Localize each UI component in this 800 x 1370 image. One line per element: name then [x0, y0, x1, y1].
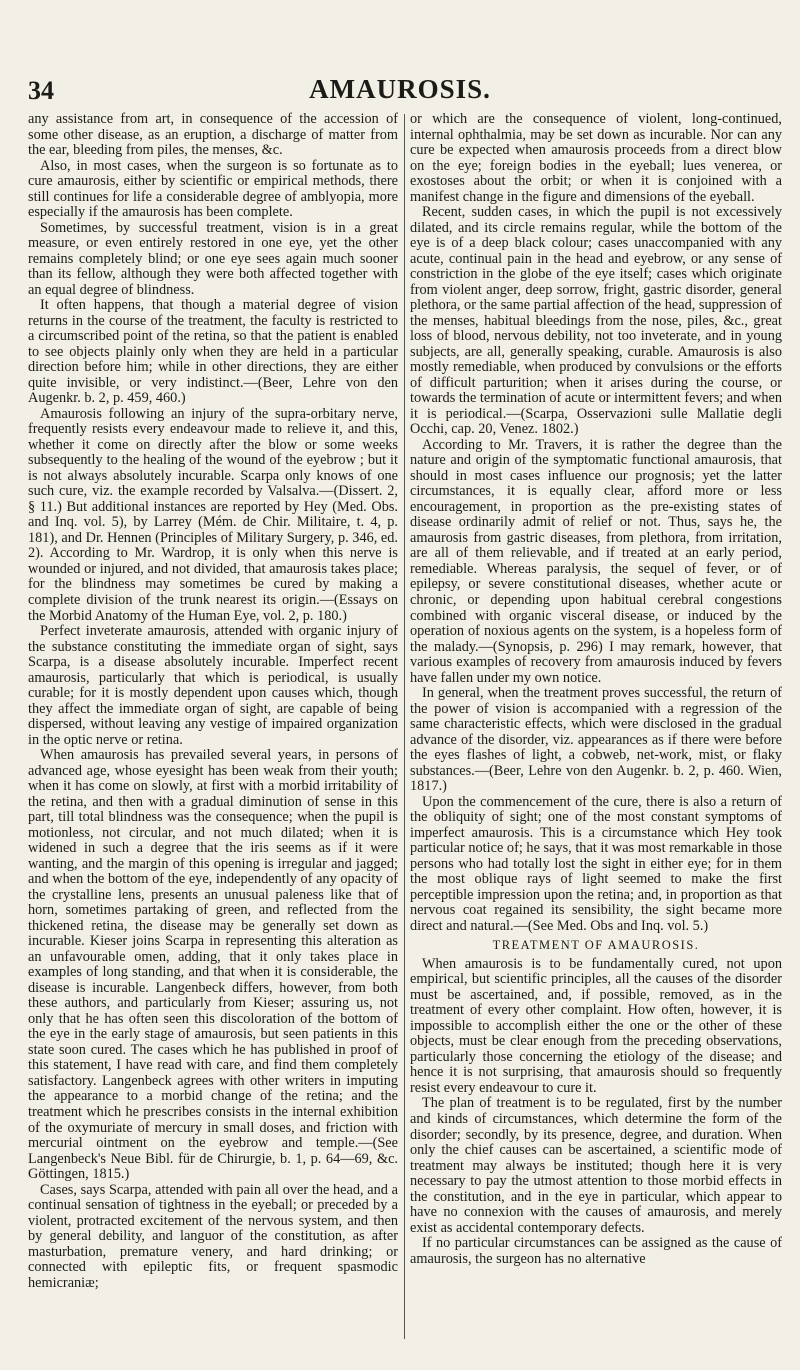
page-header	[0, 74, 800, 108]
page-number: 34	[28, 76, 54, 105]
paragraph: Amaurosis following an injury of the supra-orbitary nerve, frequently resists every endeavour made to relieve it, and this, whether it come on directly after the blow or some weeks subsequently to the healing of the wound of the eyebrow ; but it is not always absolutely incurable. Scarpa only knows of one such cure, viz. the example recorded by Valsalva.—(Dissert. 2, § 11.) But additional instances are reported by Hey (Med. Obs. and Inq. vol. 5), by Larrey (Mém. de Chir. Militaire, t. 4, p. 181), and Dr. Hennen (Principles of Military Surgery, p. 346, ed. 2). According to Mr. Wardrop, it is only when this nerve is wounded or injured, and not divided, that amaurosis takes place; for the blindness may sometimes be cured by making a complete division of the trunk nearest its origin.—(Essays on the Morbid Anatomy of the Human Eye, vol. 2, p. 180.)	[28, 405, 398, 624]
paragraph: Cases, says Scarpa, attended with pain all over the head, and a continual sensation of tightness in the eyeball; or preceded by a violent, protracted excitement of the nervous system, and then by general debility, and languor of the constitution, as after masturbation, premature venery, and hard drinking; or connected with epileptic fits, or frequent spasmodic hemicraniæ;	[28, 1181, 398, 1291]
paragraph: In general, when the treatment proves successful, the return of the power of vision is accompanied with a regression of the same characteristic effects, which were disclosed in the gradual advance of the disorder, viz. appearances as if there were before the eyes flashes of light, a cobweb, net-work, mist, or flaky substances.—(Beer, Lehre von den Augenkr. b. 2, p. 460. Wien, 1817.)	[410, 685, 782, 795]
paragraph: or which are the consequence of violent, long-continued, internal ophthalmia, may be set down as incurable. Nor can any cure be expected when amaurosis proceeds from a direct blow on the eye; foreign bodies in the eyeball; lues venerea, or exostoses about the orbit; or when it is conjoined with a manifest change in the figure and dimensions of the eyeball.	[410, 112, 782, 205]
paragraph: any assistance from art, in consequence of the accession of some other disease, as an eruption, a discharge of matter from the ear, bleeding from piles, the menses, &c.	[28, 112, 398, 159]
paragraph: According to Mr. Travers, it is rather the degree than the nature and origin of the symptomatic functional amaurosis, that should in most cases influence our prognosis; yet the latter circumstances, it is equally clear, afford more or less encouragement, in proportion as the pre-existing states of disease ordinarily admit of relief or not. Thus, says he, the amaurosis from gastric diseases, from plethora, from irritation, are all of them relievable, and if treated at an early period, remediable. Whereas paralysis, the sequel of fever, or of epilepsy, or severe constitutional diseases, whether acute or chronic, or depending upon habitual cerebral congestions combined with organic visceral disease, or induced by the operation of noxious agents on the system, is a hopeless form of the malady.—(Synopsis, p. 296) I may remark, however, that various examples of recovery from amaurosis induced by fevers have fallen under my own notice.	[410, 436, 782, 686]
paragraph: Recent, sudden cases, in which the pupil is not excessively dilated, and its circle remains regular, while the bottom of the eye is of a deep black colour; cases unaccompanied with any acute, continual pain in the head and eyebrow, or any sense of constriction in the globe of the eye itself; cases which originate from violent anger, deep sorrow, fright, gastric disorder, general plethora, or the same partial affection of the head, suppression of the menses, habitual bleedings from the nose, piles, &c., great loss of blood, nervous debility, not too inveterate, and in young subjects, are all, generally speaking, curable. Amaurosis is also mostly remediable, when produced by convulsions or the efforts of difficult parturition; when it arises during the course, or towards the termination of acute or intermittent fevers; and when it is periodical.—(Scarpa, Osservazioni sulle Mallatie degli Occhi, cap. 20, Venez. 1802.)	[410, 204, 782, 438]
paragraph: If no particular circumstances can be assigned as the cause of amaurosis, the surgeon has no alternative	[410, 1235, 782, 1267]
paragraph: Sometimes, by successful treatment, vision is in a great measure, or even entirely restored in one eye, yet the other remains completely blind; or one eye sees again much sooner than its fellow, although they were both affected together with an equal degree of blindness.	[28, 219, 398, 298]
running-title: AMAUROSIS.	[309, 74, 491, 104]
paragraph: Perfect inveterate amaurosis, attended with organic injury of the substance constituting the immediate organ of sight, says Scarpa, is a disease absolutely incurable. Imperfect recent amaurosis, particularly that which is periodical, is usually curable; for it is mostly dependent upon causes which, though they affect the immediate organ of sight, are capable of being dispersed, without leaving any vestige of impaired organization in the optic nerve or retina.	[28, 623, 398, 748]
column-divider	[404, 114, 405, 1339]
left-column	[28, 112, 398, 1347]
paragraph: When amaurosis is to be fundamentally cured, not upon empirical, but scientific principles, all the causes of the disorder must be ascertained, and, if possible, removed, as in the treatment of every other complaint. How often, however, it is impossible to accomplish either the one or the other of these objects, must be clear enough from the preceding observations, particularly those concerning the etiology of the disease; and hence it is not surprising, that amaurosis should so frequently resist every endeavour to cure it.	[410, 955, 782, 1096]
paragraph: It often happens, that though a material degree of vision returns in the course of the treatment, the faculty is restricted to a circumscribed point of the retina, so that the patient is enabled to see objects plainly only when they are held in a particular direction before him; while in other directions, they are either quite invisible, or very indistinct.—(Beer, Lehre von den Augenkr. b. 2, p. 459, 460.)	[28, 297, 398, 407]
paragraph: Also, in most cases, when the surgeon is so fortunate as to cure amaurosis, either by scientific or empirical methods, there still continues for life a considerable degree of amblyopia, more especially if the amaurosis has been complete.	[28, 157, 398, 221]
right-column	[410, 112, 782, 1347]
paragraph: Upon the commencement of the cure, there is also a return of the obliquity of sight; one of the most constant symptoms of imperfect amaurosis. This is a circumstance which Hey took particular notice of; he says, that it was most remarkable in those persons who had totally lost the sight in either eye; for in them the most oblique rays of light seemed to make the first perceptible impression upon the retina; and, in proportion as that nervous coat regained its sensibility, the sight became more direct and natural.—(See Med. Obs and Inq. vol. 5.)	[410, 793, 782, 934]
section-heading: TREATMENT OF AMAUROSIS.	[492, 938, 700, 953]
paragraph: The plan of treatment is to be regulated, first by the number and kinds of circumstances, which determine the form of the disorder; secondly, by its presence, degree, and duration. When only the chief causes can be ascertained, a scientific mode of treatment may always be instituted; though here it is very necessary to pay the utmost attention to those morbid effects in the constitution, and in the eye in particular, which appear to have no connexion with the causes of amaurosis, and merely exist as accidental contemporary defects.	[410, 1095, 782, 1236]
paragraph: When amaurosis has prevailed several years, in persons of advanced age, whose eyesight has been weak from their youth; when it has come on slowly, at first with a morbid irritability of the retina, and then with a gradual diminution of sense in this part, till total blindness was the consequence; when the pupil is motionless, not circular, and not much dilated; when it is widened in such a degree that the iris seems as if it were wanting, and the margin of this opening is irregular and jagged; and when the bottom of the eye, independently of any opacity of the crystalline lens, presents an unusual paleness like that of horn, sometimes partaking of green, and reflected from the thickened retina, the disease may be generally set down as incurable. Kieser joins Scarpa in representing this alteration as an unfavourable omen, adding, that it only takes place in examples of long standing, and that when it is considerable, the disease is incurable. Langenbeck differs, however, from both these authors, and particularly from Kieser; assuring us, not only that he has often seen this discoloration of the bottom of the eye in the early stage of amaurosis, but seen patients in this state soon cured. The cases which he has published in proof of this statement, I have read with care, and find them completely satisfactory. Langenbeck agrees with other writers in imputing the appearance to a morbid change of the retina; and the treatment which he prescribes consists in the internal exhibition of the oxymuriate of mercury in small doses, and friction with mercurial ointment on the eyebrow and temple.—(See Langenbeck's Neue Bibl. für de Chirurgie, b. 1, p. 64—69, &c. Göttingen, 1815.)	[28, 747, 398, 1183]
